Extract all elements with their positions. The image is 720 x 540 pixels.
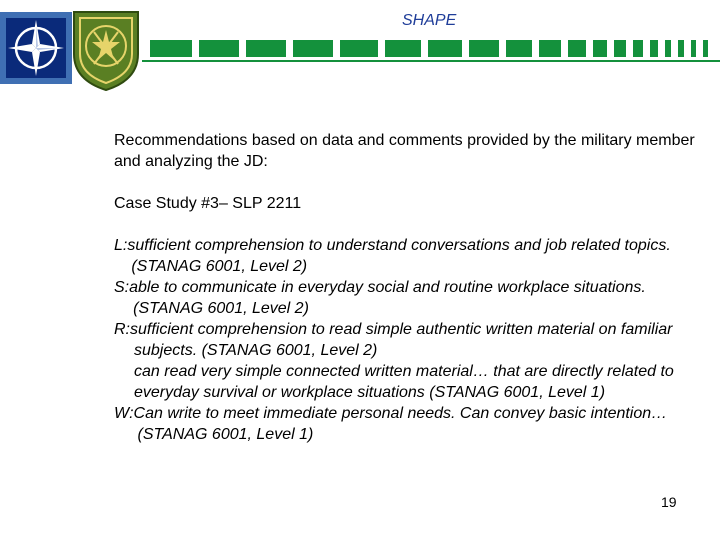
header-bar-segment xyxy=(650,40,658,57)
header-bar-segment xyxy=(506,40,532,57)
skill-code: L: xyxy=(114,237,128,254)
header-bar-segment xyxy=(428,40,462,57)
header-bar-segment xyxy=(469,40,499,57)
header-bar-segment xyxy=(385,40,421,57)
header-bar-segment xyxy=(340,40,378,57)
skill-code: W: xyxy=(114,405,134,422)
skill-code: S: xyxy=(114,279,130,296)
header-bar-segment xyxy=(593,40,607,57)
skill-description-continuation: can read very simple connected written material… that are directly related to everyday survival or workplace situations (STANAG 6001, Level 1) xyxy=(134,363,674,401)
header-bar-segment xyxy=(678,40,684,57)
skill-description: sufficient comprehension to understand conversations and job related topics. (STANAG 6001, Level 2) xyxy=(127,237,671,275)
header-bar-segment xyxy=(539,40,561,57)
header-bar-segment xyxy=(703,40,708,57)
header-bar-segment xyxy=(633,40,643,57)
skill-description: able to communicate in everyday social and routine workplace situations. (STANAG 6001, Level 2) xyxy=(129,279,646,317)
slide-body xyxy=(114,130,704,445)
skill-entry-writing xyxy=(114,403,704,445)
skill-code: R: xyxy=(114,321,130,338)
army-crest-shield-icon xyxy=(70,8,142,92)
header-bar-segment xyxy=(293,40,333,57)
skill-description: Can write to meet immediate personal needs. Can convey basic intention… (STANAG 6001, Level 1) xyxy=(133,405,668,443)
intro-text: Recommendations based on data and comments provided by the military member and analyzing the JD: xyxy=(114,132,695,170)
slide-header xyxy=(0,0,720,90)
header-bar-segment xyxy=(150,40,192,57)
skill-description: sufficient comprehension to read simple authentic written material on familiar subjects. (STANAG 6001, Level 2) xyxy=(130,321,673,359)
header-bar-segment xyxy=(691,40,696,57)
case-study-heading: Case Study #3– SLP 2211 xyxy=(114,195,302,212)
header-bar-segment xyxy=(665,40,671,57)
slide-header-title: SHAPE xyxy=(402,12,457,29)
nato-compass-star-icon xyxy=(0,12,72,84)
skill-entry-listening xyxy=(114,235,704,277)
skill-level-list xyxy=(114,235,704,445)
header-bar-segment xyxy=(199,40,239,57)
header-bar-segment xyxy=(568,40,586,57)
skill-entry-speaking xyxy=(114,277,704,319)
page-number: 19 xyxy=(661,494,677,510)
header-bar-segment xyxy=(246,40,286,57)
header-rule xyxy=(142,60,720,62)
skill-entry-reading xyxy=(114,319,704,403)
header-bar-segment xyxy=(614,40,626,57)
